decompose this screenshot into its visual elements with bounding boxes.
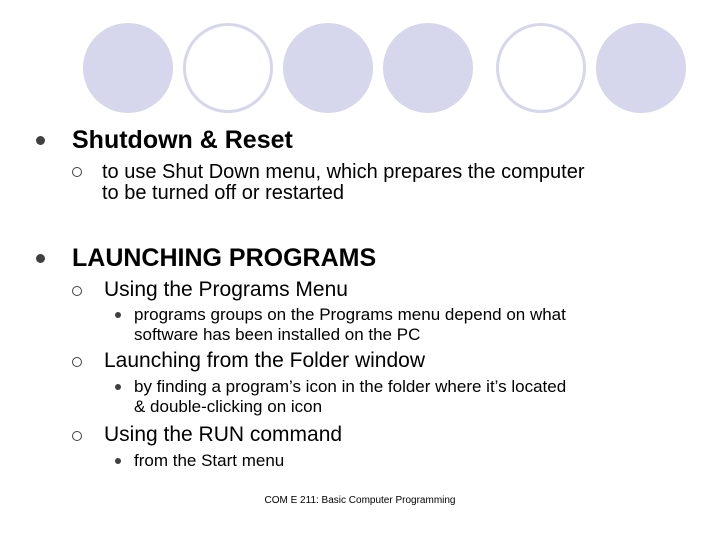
heading-shutdown-reset: Shutdown & Reset [72,126,293,154]
decorative-circle-filled [383,23,473,113]
decorative-circle-filled [283,23,373,113]
subheading-programs-menu: Using the Programs Menu [104,278,348,301]
decorative-circle-filled [83,23,173,113]
bullet-level3 [115,312,121,318]
heading-launching-programs: LAUNCHING PROGRAMS [72,244,377,272]
bullet-level2 [72,357,82,367]
bullet-level3 [115,458,121,464]
bullet-level3 [115,384,121,390]
decorative-circle-filled [596,23,686,113]
folder-window-detail-line2: & double-clicking on icon [134,397,323,416]
folder-window-detail-line1: by finding a program’s icon in the folder where it’s located [134,377,567,396]
shutdown-description-line2: to be turned off or restarted [102,182,345,204]
bullet-level2 [72,167,82,177]
subheading-run-command: Using the RUN command [104,423,343,446]
bullet-level2 [72,431,82,441]
slide-footer: COM E 211: Basic Computer Programming [264,495,456,506]
bullet-level1 [36,254,45,263]
run-command-detail-line1: from the Start menu [134,451,285,470]
decorative-circle-outline [183,23,273,113]
decorative-circle-outline [496,23,586,113]
shutdown-description-line1: to use Shut Down menu, which prepares the computer [102,161,585,183]
programs-menu-detail-line2: software has been installed on the PC [134,325,421,344]
bullet-level1 [36,136,45,145]
bullet-level2 [72,286,82,296]
decorative-circles [0,0,720,120]
programs-menu-detail-line1: programs groups on the Programs menu depend on what [134,305,566,324]
subheading-folder-window: Launching from the Folder window [104,349,426,372]
